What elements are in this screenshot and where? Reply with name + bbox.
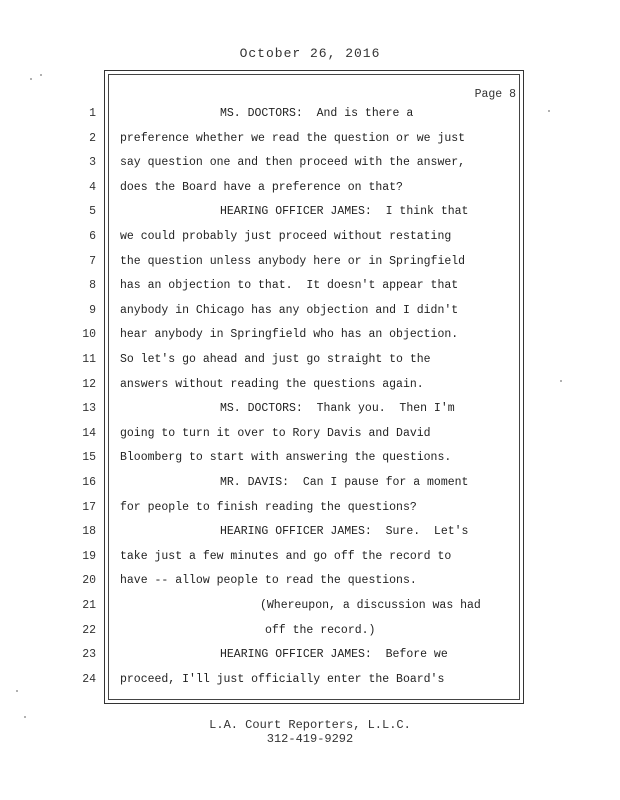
line-text: does the Board have a preference on that? xyxy=(120,180,403,194)
line-text: for people to finish reading the questions? xyxy=(120,500,417,514)
transcript-line xyxy=(0,325,620,345)
line-text: hear anybody in Springfield who has an objection. xyxy=(120,328,459,342)
transcript-line xyxy=(0,178,620,198)
line-number: 3 xyxy=(89,156,96,170)
line-text: preference whether we read the question or we just xyxy=(120,131,466,145)
line-text: answers without reading the questions again. xyxy=(120,377,424,391)
transcript-line xyxy=(0,399,620,419)
line-number: 18 xyxy=(82,525,96,539)
line-number: 13 xyxy=(82,402,96,416)
transcript-line xyxy=(0,227,620,247)
line-text: HEARING OFFICER JAMES: I think that xyxy=(220,205,469,219)
line-number: 17 xyxy=(82,500,96,514)
transcript-line xyxy=(0,645,620,665)
transcript-line xyxy=(0,498,620,518)
transcript-line xyxy=(0,202,620,222)
line-number: 22 xyxy=(82,623,96,637)
line-text: MS. DOCTORS: Thank you. Then I'm xyxy=(220,402,455,416)
line-number: 23 xyxy=(82,648,96,662)
line-text: Bloomberg to start with answering the questions. xyxy=(120,451,452,465)
scan-speck xyxy=(40,74,42,76)
transcript-line xyxy=(0,547,620,567)
footer xyxy=(0,718,620,746)
transcript-line xyxy=(0,522,620,542)
transcript-line xyxy=(0,448,620,468)
line-text: say question one and then proceed with the answer, xyxy=(120,156,466,170)
line-text: take just a few minutes and go off the record to xyxy=(120,549,452,563)
line-text: HEARING OFFICER JAMES: Sure. Let's xyxy=(220,525,469,539)
transcript-line xyxy=(0,571,620,591)
scan-speck xyxy=(16,690,18,692)
line-number: 21 xyxy=(82,599,96,612)
line-number: 5 xyxy=(89,205,96,219)
footer-phone: 312-419-9292 xyxy=(266,732,354,746)
transcript-line xyxy=(0,104,620,124)
scan-speck xyxy=(30,78,32,80)
line-number: 16 xyxy=(82,476,96,489)
line-text: have -- allow people to read the questions. xyxy=(120,574,417,588)
transcript-line xyxy=(0,276,620,296)
scan-speck xyxy=(548,110,550,112)
scan-speck xyxy=(24,716,26,718)
header-date: October 26, 2016 xyxy=(239,46,381,61)
line-text: So let's go ahead and just go straight to the xyxy=(120,353,431,366)
transcript-line xyxy=(0,473,620,493)
line-text: MS. DOCTORS: And is there a xyxy=(220,107,414,120)
line-number: 24 xyxy=(82,672,96,686)
line-number: 7 xyxy=(89,254,96,268)
line-number: 6 xyxy=(89,230,96,243)
line-number: 4 xyxy=(89,180,96,194)
line-text: off the record.) xyxy=(265,623,376,637)
transcript-line xyxy=(0,375,620,395)
line-number: 1 xyxy=(89,107,96,120)
line-number: 20 xyxy=(82,574,96,588)
line-text: (Whereupon, a discussion was had xyxy=(260,599,481,612)
line-number: 11 xyxy=(82,353,96,366)
line-text: we could probably just proceed without restating xyxy=(120,230,452,243)
line-text: anybody in Chicago has any objection and I didn't xyxy=(120,303,459,317)
page-number-label: Page 8 xyxy=(474,88,516,101)
line-number: 8 xyxy=(89,279,96,293)
transcript-line xyxy=(0,153,620,173)
line-number: 15 xyxy=(82,451,96,465)
line-number: 9 xyxy=(89,303,96,317)
transcript-line xyxy=(0,129,620,149)
line-text: MR. DAVIS: Can I pause for a moment xyxy=(220,476,469,489)
scan-speck xyxy=(560,380,562,382)
line-number: 2 xyxy=(89,131,96,145)
line-text: going to turn it over to Rory Davis and David xyxy=(120,426,431,440)
line-number: 19 xyxy=(82,549,96,563)
transcript-line xyxy=(0,350,620,370)
transcript-line xyxy=(0,621,620,641)
line-text: HEARING OFFICER JAMES: Before we xyxy=(220,648,448,662)
transcript-line xyxy=(0,424,620,444)
footer-company: L.A. Court Reporters, L.L.C. xyxy=(209,718,411,732)
transcript-line xyxy=(0,596,620,616)
transcript-line xyxy=(0,301,620,321)
line-number: 12 xyxy=(82,377,96,391)
line-text: proceed, I'll just officially enter the Board's xyxy=(120,672,445,686)
line-text: has an objection to that. It doesn't appear that xyxy=(120,279,459,293)
line-number: 14 xyxy=(82,426,96,440)
transcript-line xyxy=(0,252,620,272)
transcript-line xyxy=(0,670,620,690)
line-number: 10 xyxy=(82,328,96,342)
line-text: the question unless anybody here or in Springfield xyxy=(120,254,466,268)
